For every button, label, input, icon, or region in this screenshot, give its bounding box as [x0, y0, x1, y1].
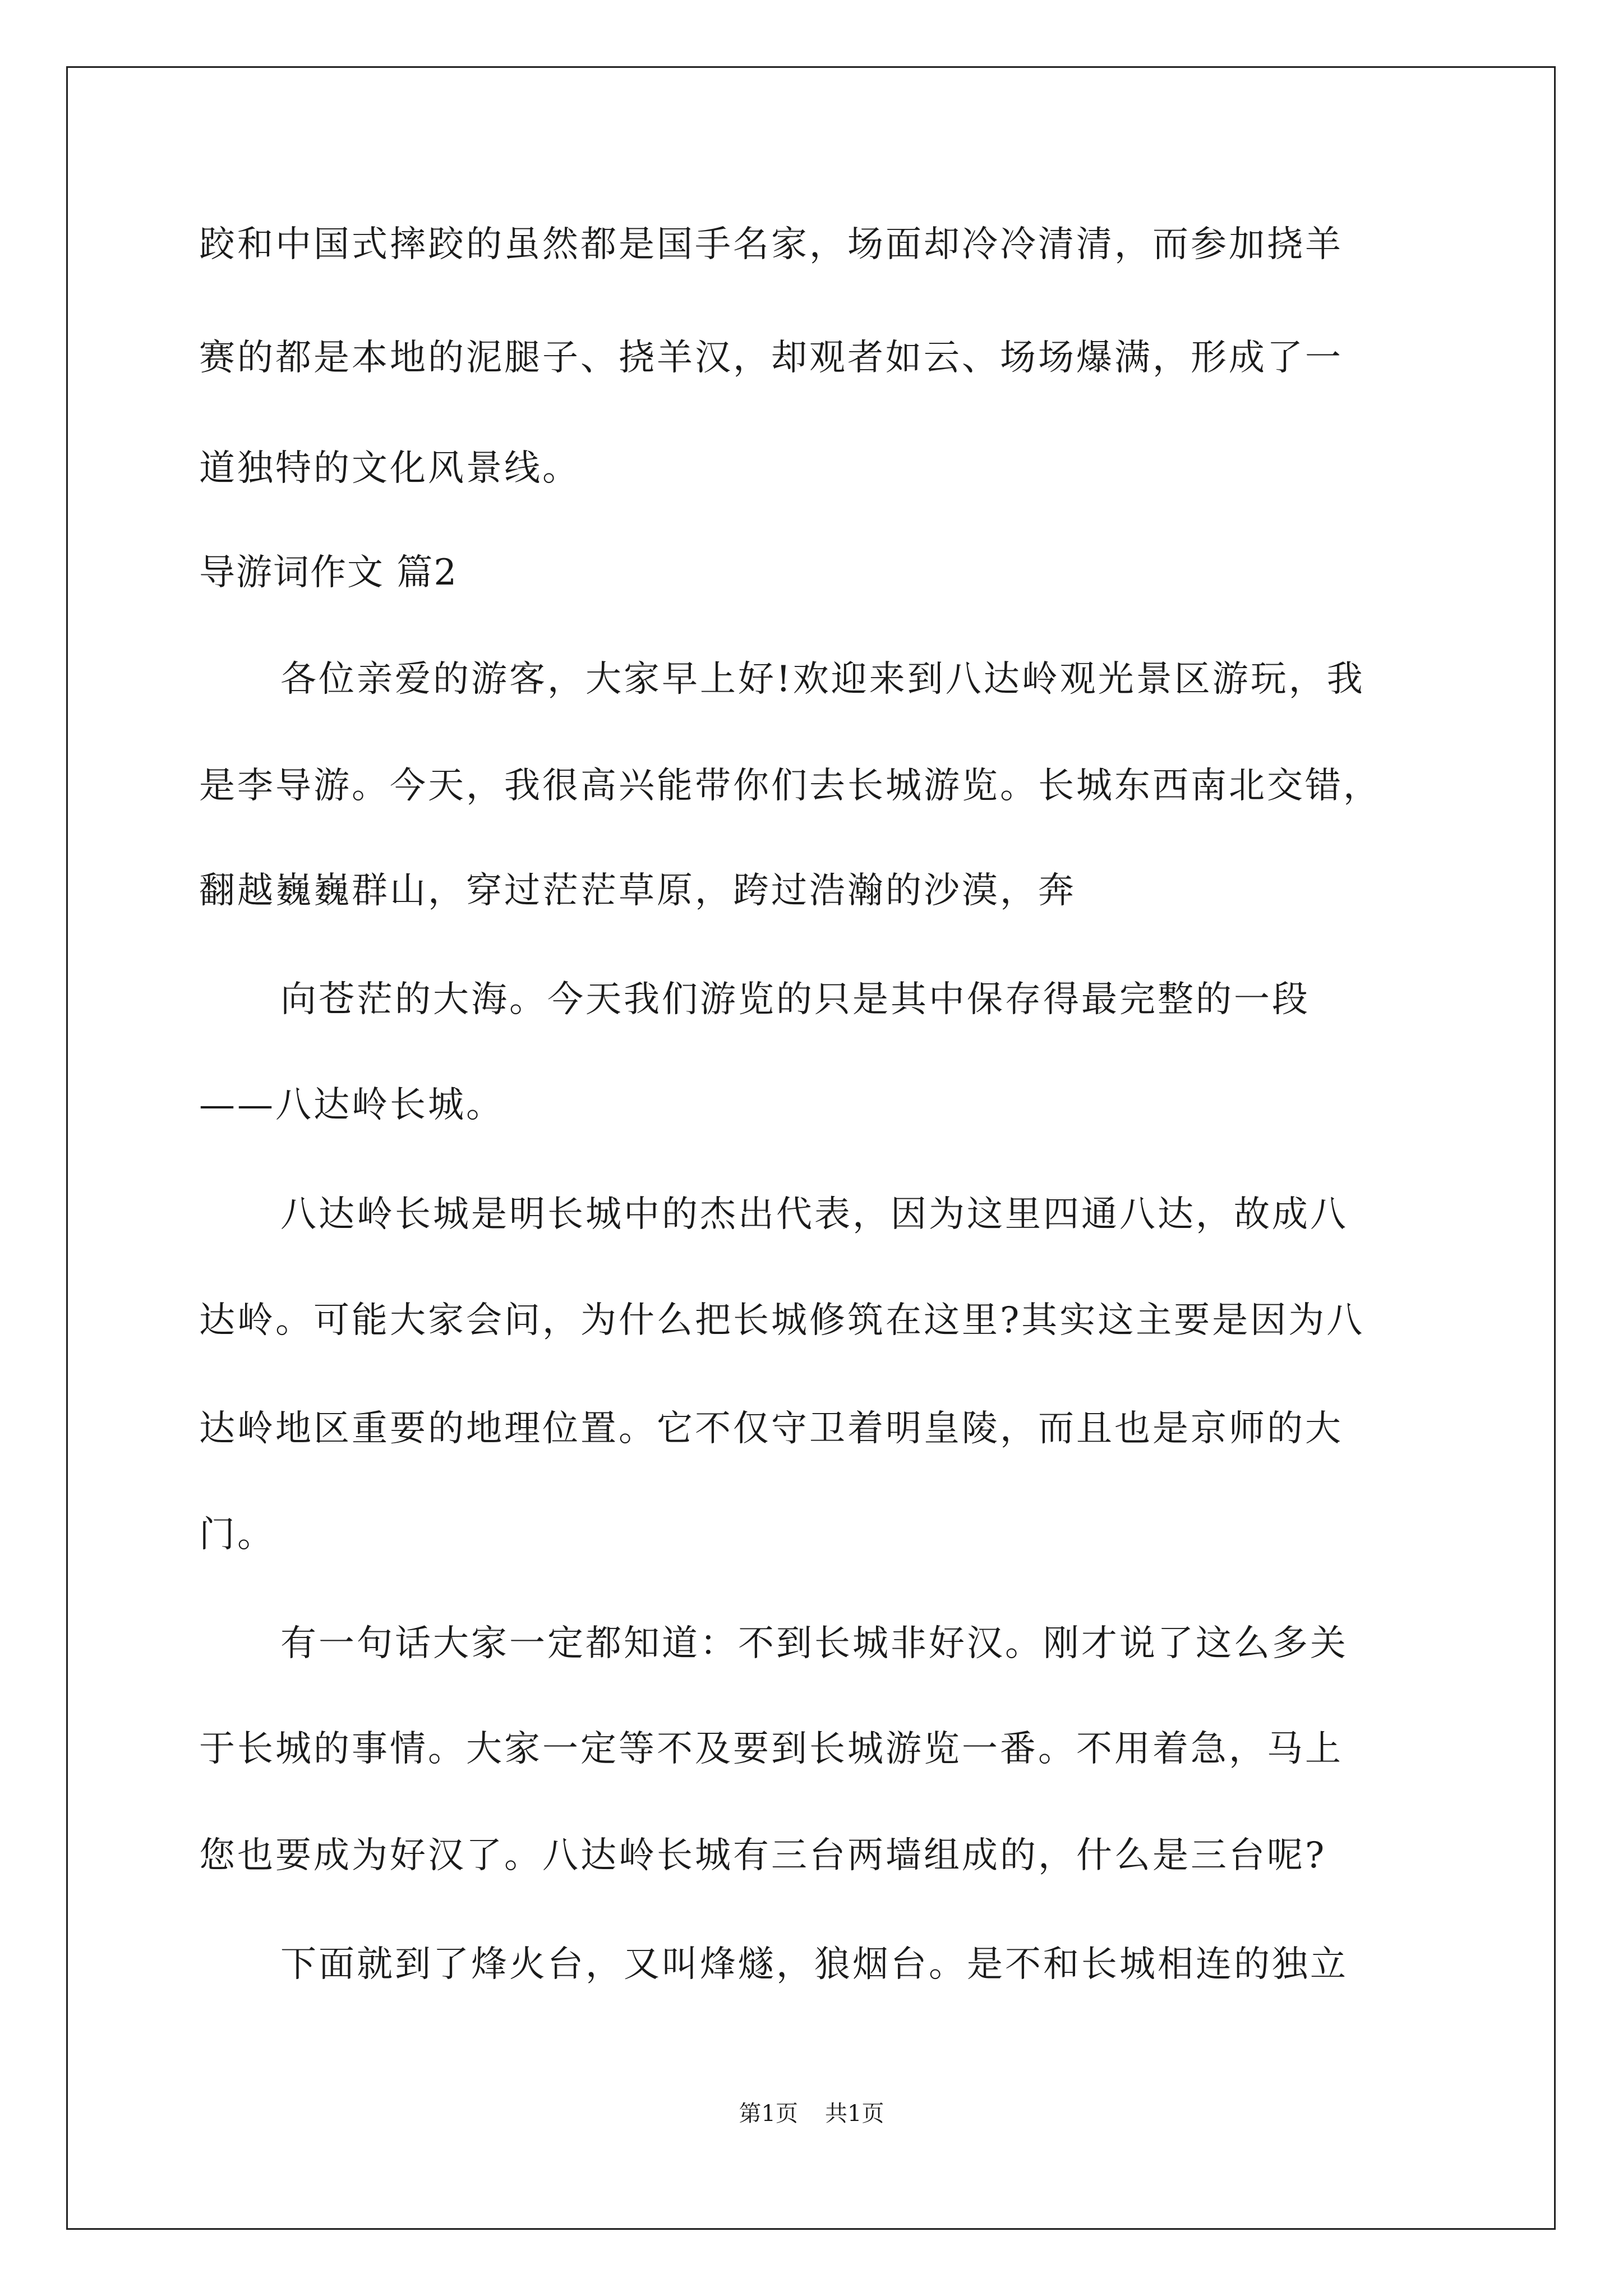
body-text-line: 达岭。可能大家会问，为什么把长城修筑在这里?其实这主要是因为八 — [199, 1300, 1365, 1341]
page-number: 第1页 — [739, 2101, 798, 2127]
body-text-line: 有一句话大家一定都知道：不到长城非好汉。刚才说了这么多关 — [280, 1623, 1348, 1664]
body-text-line: 赛的都是本地的泥腿子、挠羊汉，却观者如云、场场爆满，形成了一 — [199, 337, 1343, 379]
body-text-line: 道独特的文化风景线。 — [199, 448, 580, 489]
body-text-line: 向苍茫的大海。今天我们游览的只是其中保存得最完整的一段 — [280, 979, 1310, 1020]
body-text-line: 各位亲爱的游客，大家早上好!欢迎来到八达岭观光景区游玩，我 — [280, 659, 1365, 700]
body-text-line: 达岭地区重要的地理位置。它不仅守卫着明皇陵，而且也是京师的大 — [199, 1408, 1343, 1450]
body-text-line: 八达岭长城是明长城中的杰出代表，因为这里四通八达，故成八 — [280, 1194, 1348, 1235]
section-heading: 导游词作文 篇2 — [199, 552, 458, 593]
page-total: 共1页 — [825, 2101, 884, 2127]
body-text-line: 于长城的事情。大家一定等不及要到长城游览一番。不用着急，马上 — [199, 1728, 1343, 1770]
page-border — [66, 66, 1556, 2230]
body-text-line: 是李导游。今天，我很高兴能带你们去长城游览。长城东西南北交错， — [199, 765, 1381, 807]
body-text-line: 翻越巍巍群山，穿过茫茫草原，跨过浩瀚的沙漠，奔 — [199, 870, 1076, 912]
page-footer — [0, 2102, 1623, 2125]
body-text-line: 门。 — [199, 1514, 275, 1556]
body-text-line: ——八达岭长城。 — [199, 1084, 504, 1126]
body-text-line: 跤和中国式摔跤的虽然都是国手名家，场面却冷冷清清，而参加挠羊 — [199, 224, 1343, 265]
body-text-line: 下面就到了烽火台，又叫烽燧，狼烟台。是不和长城相连的独立 — [280, 1944, 1348, 1985]
body-text-line: 您也要成为好汉了。八达岭长城有三台两墙组成的，什么是三台呢? — [199, 1835, 1327, 1876]
